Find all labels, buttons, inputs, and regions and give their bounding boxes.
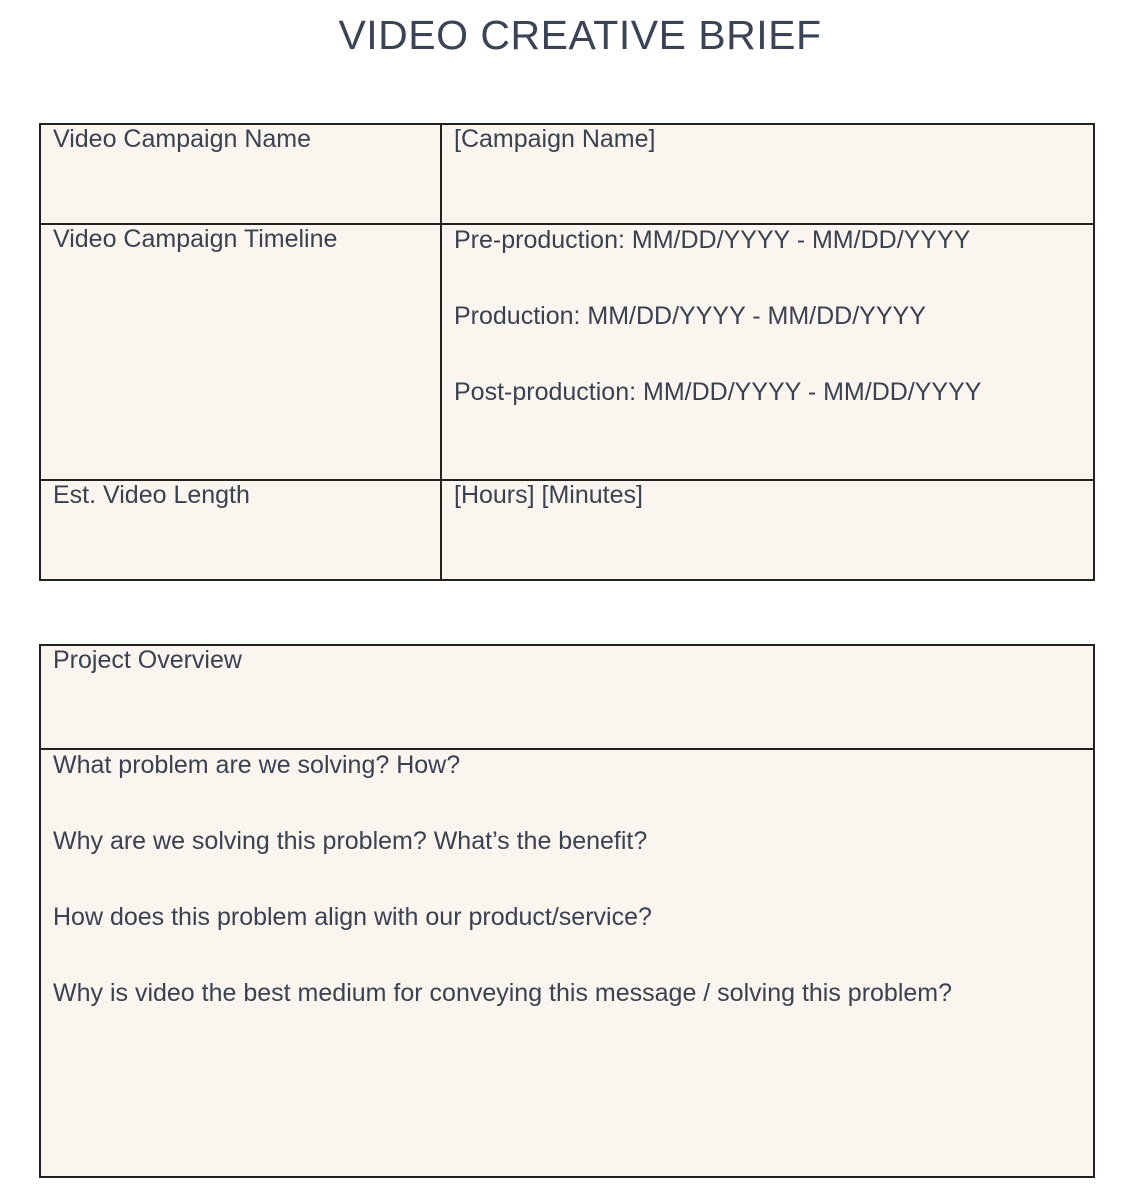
campaign-info-table <box>39 123 1095 581</box>
project-overview-header: Project Overview <box>40 645 1094 749</box>
pre-production-dates: Pre-production: MM/DD/YYYY - MM/DD/YYYY <box>454 226 971 254</box>
project-overview-table <box>39 644 1095 1178</box>
campaign-name-value[interactable]: [Campaign Name] <box>441 124 1094 224</box>
overview-question: Why is video the best medium for conveying this message / solving this problem? <box>53 979 953 1007</box>
campaign-timeline-value[interactable] <box>441 224 1094 480</box>
project-overview-header-row <box>40 645 1094 749</box>
overview-question: What problem are we solving? How? <box>53 751 461 779</box>
page-title: VIDEO CREATIVE BRIEF <box>338 12 822 58</box>
production-dates: Production: MM/DD/YYYY - MM/DD/YYYY <box>454 302 926 330</box>
campaign-timeline-label: Video Campaign Timeline <box>40 224 441 480</box>
overview-question: How does this problem align with our product/service? <box>53 903 652 931</box>
campaign-name-label: Video Campaign Name <box>40 124 441 224</box>
video-length-value[interactable]: [Hours] [Minutes] <box>441 480 1094 580</box>
campaign-timeline-row <box>40 224 1094 480</box>
campaign-name-row <box>40 124 1094 224</box>
video-length-label: Est. Video Length <box>40 480 441 580</box>
overview-question: Why are we solving this problem? What’s the benefit? <box>53 827 648 855</box>
post-production-dates: Post-production: MM/DD/YYYY - MM/DD/YYYY <box>454 378 982 406</box>
project-overview-body[interactable] <box>40 749 1094 1177</box>
video-length-row <box>40 480 1094 580</box>
project-overview-body-row <box>40 749 1094 1177</box>
